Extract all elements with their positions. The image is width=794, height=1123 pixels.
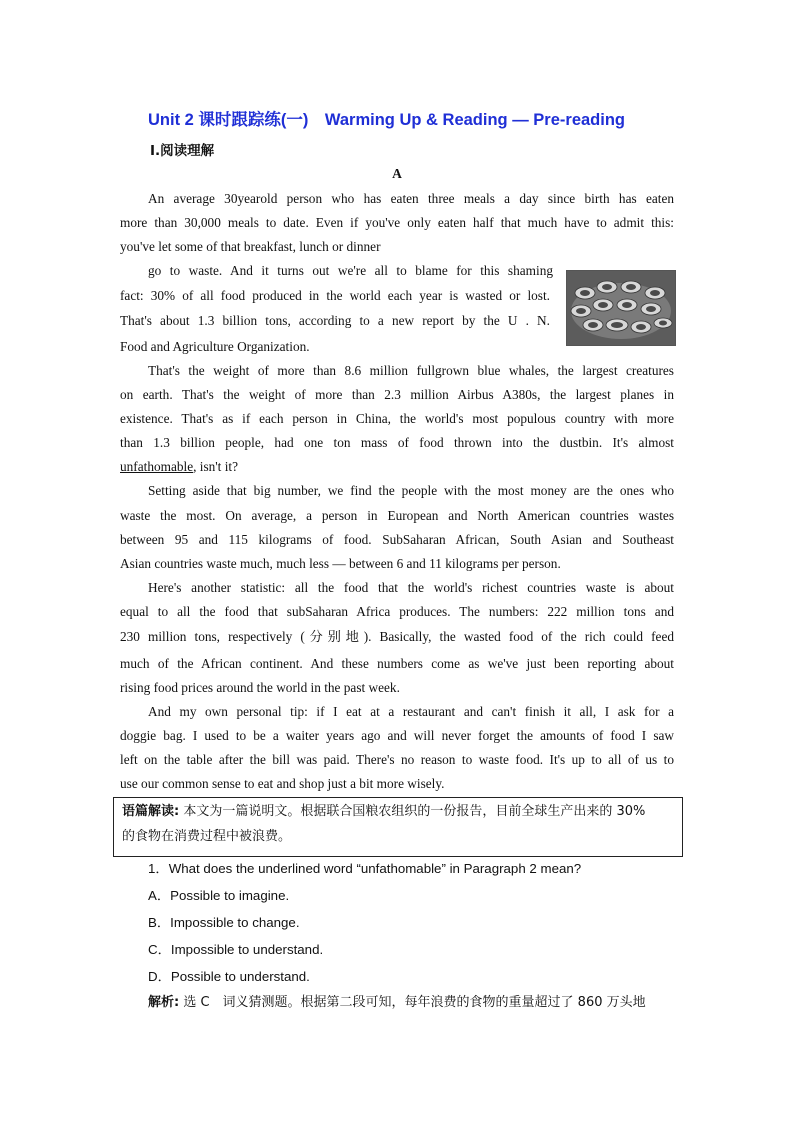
passage-line: use our common sense to eat and shop just a bit more wisely. bbox=[120, 776, 445, 791]
question-stem: 1．What does the underlined word “unfathomable” in Paragraph 2 mean? bbox=[148, 861, 582, 876]
analysis-text: 选 C 词义猜测题。根据第二段可知，每年浪费的食物的重量超过了 860 万头地 bbox=[179, 995, 646, 1010]
summary-label: 语篇解读: bbox=[122, 804, 180, 819]
passage-line: much of the African continent. And these numbers come as we've just been reporting about bbox=[120, 656, 674, 671]
passage-line: equal to all the food that subSaharan Africa produces. The numbers: 222 million tons and bbox=[120, 604, 674, 619]
passage-line: That's the weight of more than 8.6 million fullgrown blue whales, the largest creatures bbox=[148, 363, 674, 378]
food-dishes-photo bbox=[566, 270, 676, 346]
passage-line: Asian countries waste much, much less — between 6 and 11 kilograms per person. bbox=[120, 556, 561, 571]
passage-line: doggie bag. I used to be a waiter years ago and will never forget the amounts of food I saw bbox=[120, 728, 674, 743]
answer-option-c: C．Impossible to understand. bbox=[148, 942, 324, 957]
passage-line: go to waste. And it turns out we're all to blame for this shaming bbox=[148, 263, 553, 278]
passage-line: you've let some of that breakfast, lunch or dinner bbox=[120, 239, 381, 254]
answer-option-b: B．Impossible to change. bbox=[148, 915, 300, 930]
passage-text: , isn't it? bbox=[193, 459, 238, 474]
passage-line: than 1.3 billion people, had one ton mass of food thrown into the dustbin. It's almost bbox=[120, 435, 674, 450]
answer-option-d: D．Possible to understand. bbox=[148, 969, 310, 984]
analysis-label: 解析: bbox=[148, 995, 180, 1010]
passage-line: rising food prices around the world in the past week. bbox=[120, 680, 400, 695]
passage-label: A bbox=[392, 166, 402, 181]
passage-line: Food and Agriculture Organization. bbox=[120, 339, 310, 354]
passage-line: Setting aside that big number, we find the people with the most money are the ones who bbox=[148, 483, 674, 498]
section-heading: Ⅰ.阅读理解 bbox=[150, 143, 215, 159]
summary-box bbox=[113, 797, 683, 857]
passage-line: Here's another statistic: all the food that the world's richest countries waste is about bbox=[148, 580, 674, 595]
answer-option-a: A．Possible to imagine. bbox=[148, 888, 290, 903]
passage-line: left on the table after the bill was paid. There's no reason to waste food. It's up to all of us to bbox=[120, 752, 674, 767]
passage-line: That's about 1.3 billion tons, according to a new report by the U . N. bbox=[120, 313, 550, 328]
summary-line bbox=[122, 803, 674, 821]
passage-line: 230 million tons, respectively (分别地). Basically, the wasted food of the rich could feed bbox=[120, 629, 674, 644]
passage-line: And my own personal tip: if I eat at a restaurant and can't finish it all, I ask for a bbox=[148, 704, 674, 719]
summary-line: 的食物在消费过程中被浪费。 bbox=[122, 829, 292, 844]
page-title: Unit 2 课时跟踪练(一) Warming Up & Reading — Pre-reading bbox=[148, 111, 625, 129]
passage-line bbox=[120, 458, 674, 476]
passage-line: on earth. That's the weight of more than 2.3 million Airbus A380s, the largest planes in bbox=[120, 387, 674, 402]
passage-line: An average 30yearold person who has eaten three meals a day since birth has eaten bbox=[148, 191, 674, 206]
passage-line: waste the most. On average, a person in European and North American countries wastes bbox=[120, 508, 674, 523]
summary-text: 本文为一篇说明文。根据联合国粮农组织的一份报告，目前全球生产出来的 30% bbox=[179, 804, 646, 819]
analysis-line bbox=[148, 994, 674, 1012]
passage-line: fact: 30% of all food produced in the world each year is wasted or lost. bbox=[120, 288, 550, 303]
passage-line: existence. That's as if each person in China, the world's most populous country with more bbox=[120, 411, 674, 426]
underlined-word: unfathomable bbox=[120, 459, 194, 474]
passage-line: between 95 and 115 kilograms of food. SubSaharan African, South Asian and Southeast bbox=[120, 532, 674, 547]
plates-icon bbox=[567, 271, 675, 345]
passage-line: more than 30,000 meals to date. Even if you've only eaten half that much have to admit this: bbox=[120, 215, 674, 230]
